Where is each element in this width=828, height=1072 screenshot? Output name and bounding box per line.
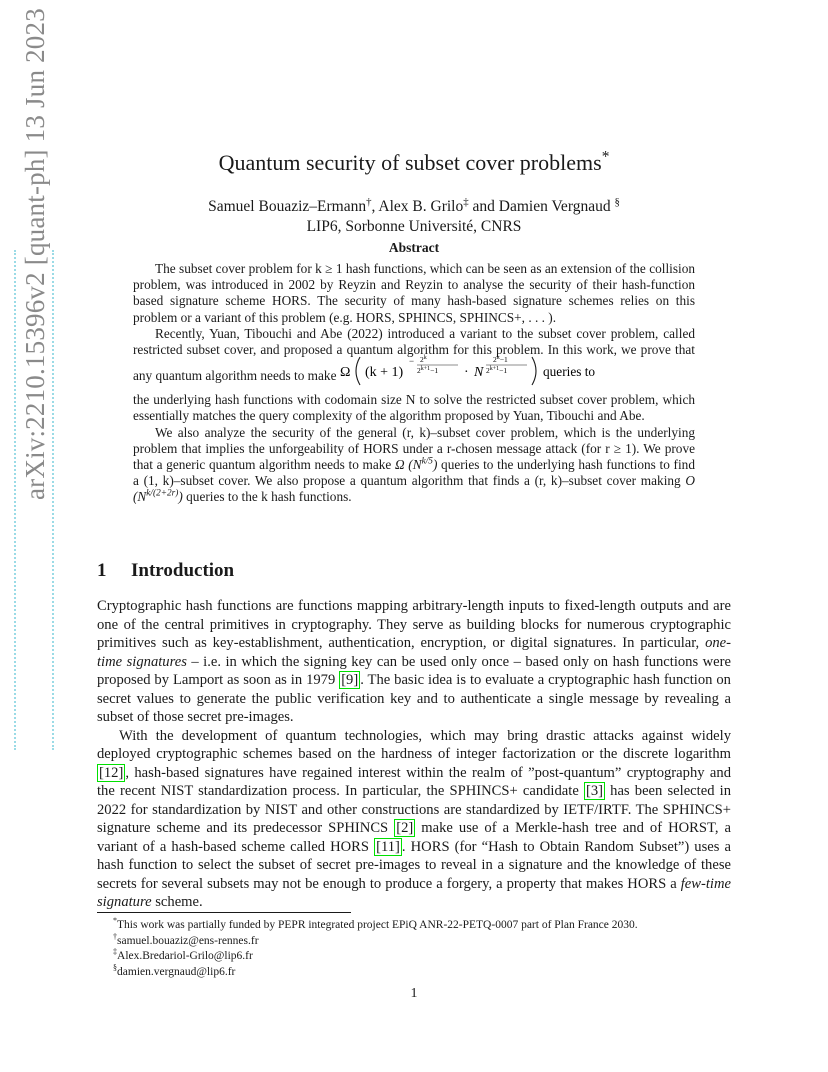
intro-p2-text-c: has been selected in 2022 for standardization by NIST and other constructions are standardized by IETF/IRTF. The SPHINCS+ signature scheme and its predecessor SPHINCS	[97, 783, 732, 836]
intro-p2-text-e: . HORS (for “Hash to Obtain Random Subset”) uses a hash function to select the subset of secret pre-images to reveal in a signature and the knowledge of these secrets for several subsets may not be enough to produce a forgery, a property that makes HORS a	[97, 838, 731, 892]
author-3: Damien Vergnaud	[498, 198, 615, 215]
citation-11[interactable]: [11]	[376, 838, 400, 855]
intro-p2-text-f: scheme.	[151, 894, 203, 910]
abstract-p3-text-b: queries to the underlying hash functions to find a (1, k)–subset cover. We also propose a quantum algorithm that finds a (r, k)–subset cover making	[133, 457, 695, 489]
formula-text-num-2: $2^k-1$	[492, 355, 508, 365]
footnote-rule	[97, 912, 351, 913]
footnote-1-text: This work was partially funded by PEPR integrated project EPiQ ANR-22-PETQ-0007 part of Plan France 2030.	[117, 919, 638, 931]
formula-text-neg: −	[408, 356, 414, 367]
abstract-paragraph-2	[133, 326, 695, 392]
formula-text-den-2: $2^{k+1}-1$	[485, 366, 507, 376]
footnote-3	[113, 949, 733, 965]
arxiv-stamp: arXiv:2210.15396v2 [quant-ph] 13 Jun 2023	[20, 8, 50, 500]
abstract-body	[133, 261, 695, 506]
author-1-mark: †	[366, 195, 372, 208]
author-3-mark: §	[614, 195, 620, 208]
formula-text-2k: 2$^k$	[419, 355, 427, 365]
intro-p1-text-a: Cryptographic hash functions are functions mapping arbitrary-length inputs to fixed-length outputs and are one of the central primitives in cryptography. They serve as building blocks for numerous cryptographic primitives such as key-establishment, authentication, encryption, or digital signatures. In particular,	[97, 598, 731, 651]
section-number: 1	[97, 560, 107, 581]
section-heading	[97, 560, 234, 582]
author-2: Alex B. Grilo	[378, 198, 464, 215]
footnote-2-text[interactable]: samuel.bouaziz@ens-rennes.fr	[117, 934, 259, 947]
formula-text-N: N	[473, 365, 484, 381]
section-title: Introduction	[131, 560, 235, 581]
footnote-2	[113, 931, 733, 950]
citation-3[interactable]: [3]	[585, 783, 603, 799]
formula-paren-right	[532, 357, 536, 385]
intro-p1-text-b: – i.e. in which the signing key can be used only once – based only on hash functions were proposed by Lamport as soon as in 1979	[97, 653, 731, 688]
affiliation: LIP6, Sorbonne Université, CNRS	[306, 218, 522, 235]
citation-12[interactable]: [12]	[99, 764, 124, 781]
citation-2[interactable]: [2]	[396, 820, 414, 836]
author-1: Samuel Bouaziz–Ermann	[208, 198, 367, 215]
intro-p2-text-b: , hash-based signatures have regained interest within the realm of ”post-quantum” cryptography and the recent NIST standardization process. In particular, the SPHINCS+ candidate	[97, 764, 731, 799]
formula-text-omega: Ω	[339, 365, 351, 381]
formula-sup-k: k	[423, 355, 427, 362]
abstract-p3-text-c: queries to the k hash functions.	[186, 489, 352, 505]
formula-text-k-plus-1: (k + 1)	[364, 365, 404, 381]
title-footnote-mark: *	[601, 148, 610, 166]
author-sep-2: and	[468, 198, 499, 215]
formula-text-den-1: $2^{k+1}-1$	[416, 366, 438, 376]
abstract-p3-formula-1: Ω $(N^{k/5})$	[394, 456, 438, 473]
formula-sup-k1: k+1	[420, 366, 430, 373]
formula-text-dot: ·	[463, 365, 469, 381]
abstract-paragraph-2-cont: the underlying hash functions with codomain size N to solve the restricted subset cover problem, which essentially matches the query complexity of the algorithm proposed by Yuan, Tibouchi and Abe.	[133, 392, 695, 424]
author-sep-1: ,	[371, 198, 379, 215]
formula-text-trail: queries to	[542, 364, 595, 380]
title-text: Quantum security of subset cover problems	[218, 150, 602, 175]
intro-p2-text-a: With the development of quantum technologies, which may bring drastic attacks against widely deployed cryptographic schemes based on the hardness of integer factorization or the discrete logarithm	[97, 727, 731, 762]
footnote-3-text[interactable]: Alex.Bredariol-Grilo@lip6.fr	[117, 950, 253, 962]
footnote-2-mark: †	[113, 931, 118, 941]
intro-p2-text-d: make use of a Merkle-hash tree and of HORST, a variant of a hash-based scheme called HORS	[97, 820, 731, 855]
paper-title	[0, 150, 828, 176]
intro-paragraph-2	[97, 727, 731, 912]
footnote-1	[113, 918, 733, 934]
footnote-4-text[interactable]: damien.vergnaud@lip6.fr	[117, 965, 236, 978]
formula-paren-left	[356, 357, 360, 385]
footnotes	[113, 918, 733, 980]
intro-p1-emphasis: one-time signatures	[97, 635, 731, 670]
abstract-heading: Abstract	[388, 240, 440, 255]
footnote-4-mark: §	[113, 962, 118, 972]
abstract-p2-text: Recently, Yuan, Tibouchi and Abe (2022) introduced a variant to the subset cover problem, called restricted subset cover, and proposed a quantum algorithm for this problem. In this work, we prove that any quantum algorithm needs to make	[133, 325, 695, 384]
citation-9[interactable]: [9]	[341, 672, 359, 688]
author-2-mark: ‡	[463, 195, 469, 208]
abstract-paragraph-1: The subset cover problem for k ≥ 1 hash functions, which can be seen as an extension of the collision problem, was introduced in 2002 by Reyzin and Reyzin to analyse the security of their hash-function based signature scheme HORS. The security of many hash-based signature schemes relies on this problem or a variant of this problem (e.g. HORS, SPHINCS, SPHINCS+, . . . ).	[133, 261, 695, 325]
footnote-4	[113, 962, 733, 981]
author-list	[0, 195, 828, 216]
intro-paragraph-1	[97, 597, 731, 727]
abstract-p3-text-a: We also analyze the security of the general (r, k)–subset cover problem, which is the underlying problem that implies the unforgeability of HORS under a r-chosen message attack (for r ≥ 1). We prove that a generic quantum algorithm needs to make	[133, 424, 695, 473]
intro-p2-emphasis: few-time signature	[97, 875, 731, 910]
page-number: 1	[410, 986, 418, 1001]
abstract-p3-formula-2: O $(N^{k/(2+2r)})$	[133, 473, 696, 505]
footnote-3-mark: ‡	[113, 947, 118, 957]
abstract-formula-omega	[340, 354, 608, 388]
abstract-paragraph-3	[133, 425, 695, 506]
intro-body	[97, 597, 731, 912]
intro-p1-text-c: . The basic idea is to evaluate a cryptographic hash function on secret values to generate the public verification key and to authenticate a single message by revealing a subset of those secret pre-images.	[97, 672, 731, 725]
footnote-1-mark: *	[113, 916, 118, 926]
